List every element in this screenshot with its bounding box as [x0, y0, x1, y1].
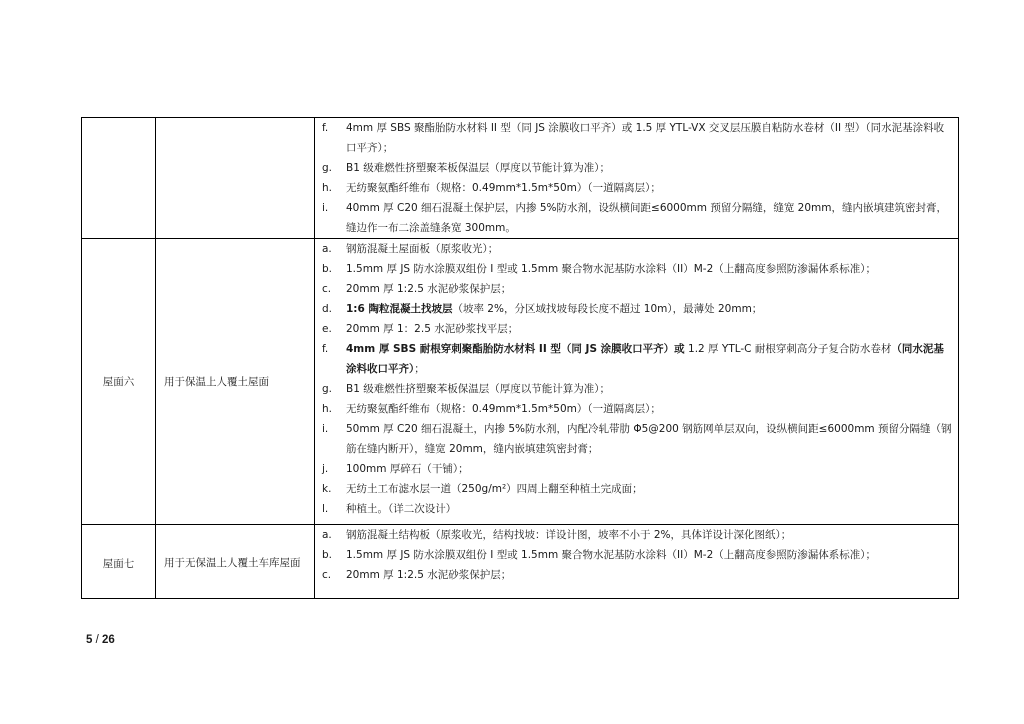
page-current: 5 — [86, 634, 93, 646]
item-text-end: ； — [414, 363, 425, 375]
list-item — [315, 499, 958, 519]
item-text-rest: （坡率 2%，分区域找坡每段长度不超过 10m），最薄处 20mm； — [452, 303, 763, 315]
roof-name-cell — [82, 118, 156, 239]
roof-layers-cell — [315, 525, 959, 599]
item-letter: h. — [322, 182, 332, 194]
list-item — [315, 239, 958, 259]
page-total: 26 — [102, 634, 115, 646]
item-letter: j. — [322, 463, 329, 475]
roof-layers-cell — [315, 239, 959, 525]
item-text: 4mm 厚 SBS 聚酯胎防水材料 II 型（同 JS 涂膜收口平齐）或 1.5 厚 YTL-VX 交叉层压膜自粘防水卷材（II 型）（同水泥基涂料收口平齐）； — [346, 122, 945, 154]
roof-spec-table — [81, 117, 959, 599]
item-text-rest: 1.2 厚 YTL-C 耐根穿刺高分子复合防水卷材 — [684, 343, 892, 355]
item-letter: a. — [322, 243, 332, 255]
item-text: 100mm 厚碎石（干铺）； — [346, 463, 469, 475]
item-text: 钢筋混凝土屋面板（原浆收光）； — [346, 243, 499, 255]
list-item — [315, 279, 958, 299]
item-letter: g. — [322, 383, 333, 395]
list-item — [315, 479, 958, 499]
item-text: 无纺土工布滤水层一道（250g/m²）四周上翻至种植土完成面； — [346, 483, 643, 495]
list-item — [315, 158, 958, 178]
item-text: 1.5mm 厚 JS 防水涂膜双组份 I 型或 1.5mm 聚合物水泥基防水涂料（II）M-2（上翻高度参照防渗漏体系标准）； — [346, 263, 877, 275]
list-item — [315, 565, 958, 585]
item-letter: f. — [322, 122, 329, 134]
roof-layers-cell — [315, 118, 959, 239]
list-item — [315, 299, 958, 319]
item-letter: i. — [322, 202, 329, 214]
table-row — [82, 239, 959, 525]
list-item — [315, 198, 958, 238]
list-item — [315, 319, 958, 339]
item-text: 钢筋混凝土结构板（原浆收光，结构找坡：详设计图，坡率不小于 2%，具体详设计深化图纸）； — [346, 529, 792, 541]
item-text: 无纺聚氨酯纤维布（规格：0.49mm*1.5m*50m）（一道隔离层）； — [346, 403, 661, 415]
item-letter: a. — [322, 529, 332, 541]
page-separator: / — [92, 634, 102, 646]
page-number — [86, 634, 115, 646]
item-text: 20mm 厚 1:2.5 水泥砂浆保护层； — [346, 283, 512, 295]
item-letter: b. — [322, 549, 333, 561]
list-item — [315, 259, 958, 279]
table-row — [82, 118, 959, 239]
item-text-bold: 1:6 陶粒混凝土找坡层 — [346, 303, 453, 315]
item-letter: d. — [322, 303, 333, 315]
list-item — [315, 459, 958, 479]
item-letter: g. — [322, 162, 333, 174]
item-text — [346, 339, 958, 379]
item-text: 1.5mm 厚 JS 防水涂膜双组份 I 型或 1.5mm 聚合物水泥基防水涂料（II）M-2（上翻高度参照防渗漏体系标准）； — [346, 549, 877, 561]
item-letter: l. — [322, 503, 329, 515]
item-letter: f. — [322, 343, 329, 355]
list-item — [315, 178, 958, 198]
item-text: B1 级难燃性挤塑聚苯板保温层（厚度以节能计算为准）； — [346, 383, 610, 395]
list-item — [315, 339, 958, 379]
item-letter: c. — [322, 283, 332, 295]
table-row — [82, 525, 959, 599]
roof-name-cell: 屋面七 — [82, 525, 156, 599]
item-text-bold-2: （同水泥基涂料收口平齐） — [346, 343, 944, 375]
item-letter: e. — [322, 323, 332, 335]
roof-usage-cell: 用于无保温上人覆土车库屋面 — [156, 525, 315, 599]
item-letter: c. — [322, 569, 332, 581]
item-letter: b. — [322, 263, 333, 275]
item-text: 无纺聚氨酯纤维布（规格：0.49mm*1.5m*50m）（一道隔离层）； — [346, 182, 661, 194]
list-item — [315, 379, 958, 399]
item-letter: i. — [322, 423, 329, 435]
item-text: 20mm 厚 1:2.5 水泥砂浆保护层； — [346, 569, 512, 581]
roof-usage-cell: 用于保温上人覆土屋面 — [156, 239, 315, 525]
item-letter: h. — [322, 403, 332, 415]
item-text-bold: 4mm 厚 SBS 耐根穿刺聚酯胎防水材料 II 型（同 JS 涂膜收口平齐）或 — [346, 343, 685, 355]
item-text — [346, 299, 958, 319]
list-item — [315, 525, 958, 545]
item-text: 种植土。（详二次设计） — [346, 503, 457, 515]
item-text: 50mm 厚 C20 细石混凝土，内掺 5%防水剂，内配冷轧带肋 Φ5@200 钢筋网单层双向，设纵横间距≤6000mm 预留分隔缝（钢筋在缝内断开），缝宽 20mm，缝内嵌填建筑密封膏； — [346, 423, 952, 455]
item-text: 40mm 厚 C20 细石混凝土保护层，内掺 5%防水剂，设纵横间距≤6000mm 预留分隔缝，缝宽 20mm，缝内嵌填建筑密封膏，缝边作一布二涂盖缝条宽 300mm。 — [346, 202, 947, 234]
roof-usage-cell — [156, 118, 315, 239]
list-item — [315, 399, 958, 419]
roof-name-cell: 屋面六 — [82, 239, 156, 525]
item-text: 20mm 厚 1：2.5 水泥砂浆找平层； — [346, 323, 519, 335]
list-item — [315, 118, 958, 158]
list-item — [315, 545, 958, 565]
list-item — [315, 419, 958, 459]
item-letter: k. — [322, 483, 332, 495]
item-text: B1 级难燃性挤塑聚苯板保温层（厚度以节能计算为准）； — [346, 162, 610, 174]
